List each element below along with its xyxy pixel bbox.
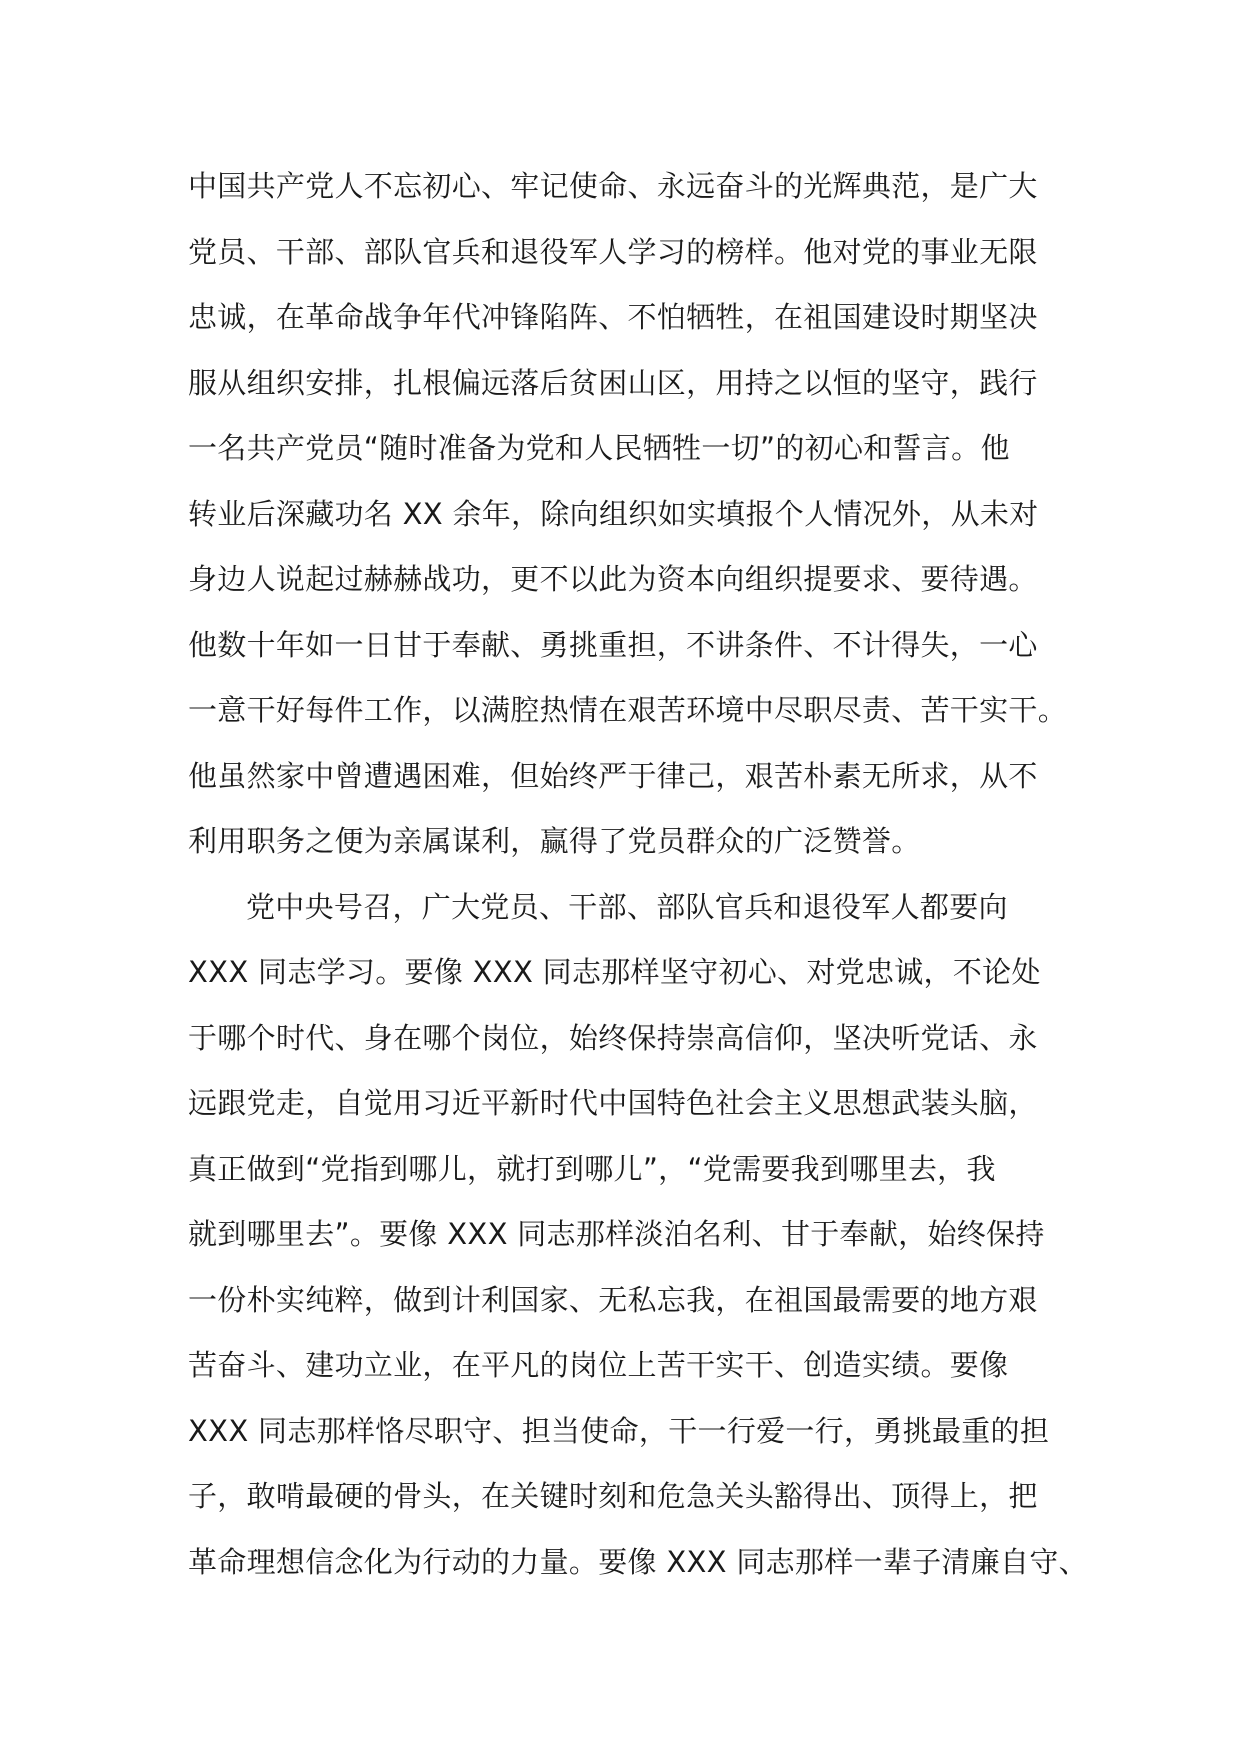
body-text bbox=[188, 166, 1088, 1607]
text-line: 服从组织安排，扎根偏远落后贫困山区，用持之以恒的坚守，践行 bbox=[188, 365, 1038, 400]
text-line: 利用职务之便为亲属谋利，赢得了党员群众的广泛赞誉。 bbox=[188, 824, 921, 858]
paragraph-1 bbox=[188, 166, 1068, 887]
text-line: 党员、干部、部队官兵和退役军人学习的榜样。他对党的事业无限 bbox=[188, 234, 1038, 269]
text-line: 就到哪里去”。要像 XXX 同志那样淡泊名利、甘于奉献，始终保持 bbox=[188, 1217, 1045, 1251]
text-line: 苦奋斗、建功立业，在平凡的岗位上苦干实干、创造实绩。要像 bbox=[188, 1348, 1009, 1382]
text-line: XXX 同志那样恪尽职守、担当使命，干一行爱一行，勇挑最重的担 bbox=[188, 1413, 1050, 1448]
text-line: 一份朴实纯粹，做到计利国家、无私忘我，在祖国最需要的地方艰 bbox=[188, 1282, 1038, 1317]
text-line: 一名共产党员“随时准备为党和人民牺牲一切”的初心和誓言。他 bbox=[188, 431, 1010, 465]
text-line: 子，敢啃最硬的骨头，在关键时刻和危急关头豁得出、顶得上，把 bbox=[188, 1479, 1038, 1513]
text-line: 忠诚，在革命战争年代冲锋陷阵、不怕牺牲，在祖国建设时期坚决 bbox=[188, 300, 1038, 334]
text-line: 他虽然家中曾遭遇困难，但始终严于律己，艰苦朴素无所求，从不 bbox=[188, 758, 1038, 793]
text-line: 他数十年如一日甘于奉献、勇挑重担，不讲条件、不计得失，一心 bbox=[188, 627, 1038, 662]
paragraph-2 bbox=[188, 887, 1088, 1608]
text-line: 转业后深藏功名 XX 余年，除向组织如实填报个人情况外，从未对 bbox=[188, 496, 1039, 531]
text-line: 革命理想信念化为行动的力量。要像 XXX 同志那样一辈子清廉自守、 bbox=[188, 1544, 1088, 1579]
text-line: 真正做到“党指到哪儿，就打到哪儿”，“党需要我到哪里去，我 bbox=[188, 1151, 996, 1186]
text-line: 一意干好每件工作，以满腔热情在艰苦环境中尽职尽责、苦干实干。 bbox=[188, 693, 1068, 727]
text-line: 于哪个时代、身在哪个岗位，始终保持崇高信仰，坚决听党话、永 bbox=[188, 1020, 1038, 1055]
text-line-indented: 党中央号召，广大党员、干部、部队官兵和退役军人都要向 bbox=[246, 889, 1008, 924]
text-line: 身边人说起过赫赫战功，更不以此为资本向组织提要求、要待遇。 bbox=[188, 562, 1038, 596]
text-line: XXX 同志学习。要像 XXX 同志那样坚守初心、对党忠诚，不论处 bbox=[188, 955, 1041, 989]
text-line: 中国共产党人不忘初心、牢记使命、永远奋斗的光辉典范，是广大 bbox=[188, 169, 1038, 203]
text-line: 远跟党走，自觉用习近平新时代中国特色社会主义思想武装头脑， bbox=[188, 1086, 1038, 1120]
